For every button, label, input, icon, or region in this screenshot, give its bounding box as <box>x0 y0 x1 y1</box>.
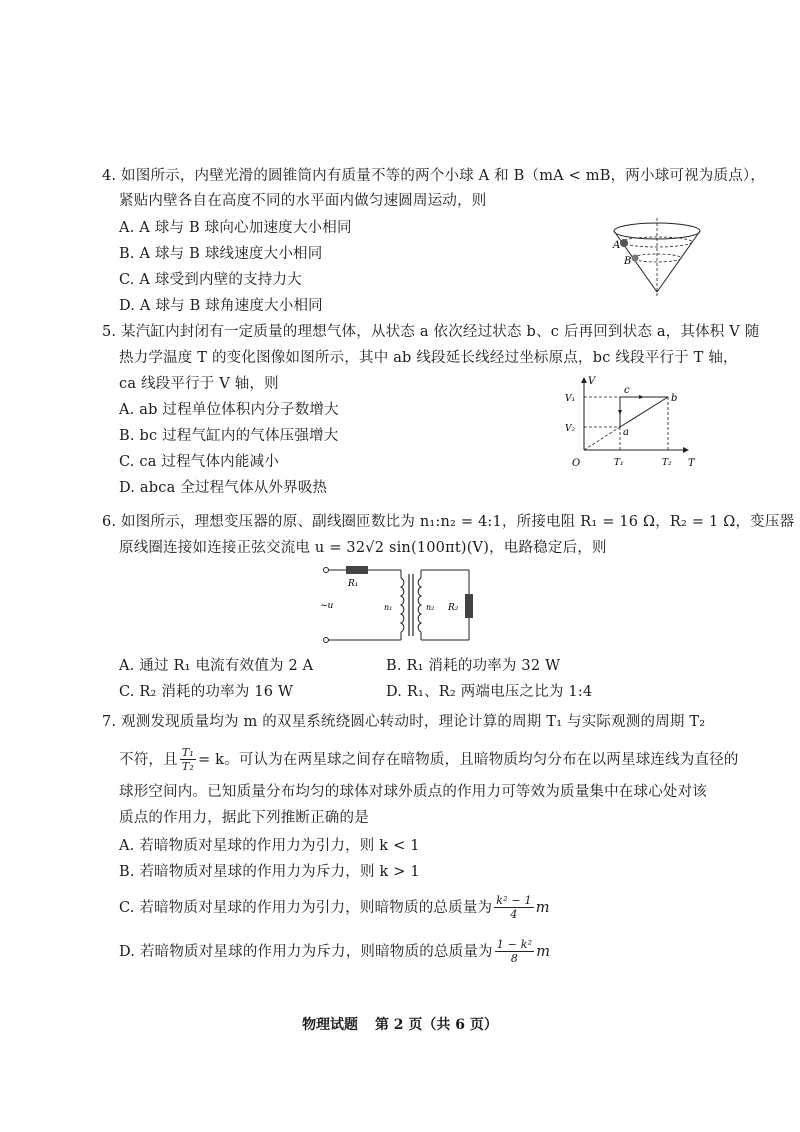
q7-option-a: A. 若暗物质对星球的作用力为引力，则 k < 1 <box>119 838 420 854</box>
page-footer <box>0 1014 800 1034</box>
v-axis-label: V <box>588 376 596 387</box>
label-b: B <box>624 256 632 267</box>
resistor-r2 <box>465 594 473 618</box>
t1-label: T₁ <box>614 458 624 468</box>
q6-stem-line2: 原线圈连接如连接正弦交流电 u = 32√2 sin(100πt)(V)，电路稳定后，则 <box>119 540 607 556</box>
q7-option-c-den: 4 <box>510 908 518 921</box>
q7-stem2-suffix: = k。可认为在两星球之间存在暗物质，且暗物质均匀分布在以两星球连线为直径的 <box>197 751 739 768</box>
q7-option-d-unit: m <box>536 943 551 960</box>
q7-stem-line4: 质点的作用力，据此下列推断正确的是 <box>119 810 369 826</box>
q7-option-b: B. 若暗物质对星球的作用力为斥力，则 k > 1 <box>119 864 420 880</box>
segment-ab <box>620 397 668 427</box>
q5-option-c: C. ca 过程气体内能减小 <box>119 454 279 470</box>
arrow-ca <box>618 410 622 415</box>
q6-option-a: A. 通过 R₁ 电流有效值为 2 A <box>119 658 314 674</box>
q5-option-d: D. abca 全过程气体从外界吸热 <box>119 480 328 496</box>
t2-label: T₂ <box>662 458 672 468</box>
q7-option-c-text: C. 若暗物质对星球的作用力为引力，则暗物质的总质量为 <box>119 899 493 916</box>
q7-stem-line3: 球形空间内。已知质量分布均匀的球体对球外质点的作用力可等效为质量集中在球心处对该 <box>119 784 707 800</box>
q7-option-d-num: 1 − k² <box>496 938 533 951</box>
point-c-label: c <box>624 385 630 396</box>
q7-stem-line1: 7. 观测发现质量均为 m 的双星系统绕圆心转动时，理论计算的周期 T₁ 与实际观测的周期 T₂ <box>102 714 706 730</box>
q7-option-d-fraction <box>495 938 534 965</box>
q7-option-c <box>119 894 550 921</box>
q4-option-c: C. A 球受到内壁的支持力大 <box>119 272 302 288</box>
point-a-label: a <box>623 427 629 438</box>
source-label: ~u <box>320 601 334 611</box>
q6-stem-line1: 6. 如图所示，理想变压器的原、副线圈匝数比为 n₁:n₂ = 4:1，所接电阻 R₁ = 16 Ω，R₂ = 1 Ω，变压器 <box>102 514 795 530</box>
r1-label: R₁ <box>348 579 359 589</box>
q6-option-d: D. R₁、R₂ 两端电压之比为 1:4 <box>386 684 593 700</box>
secondary-coil <box>418 578 421 632</box>
primary-coil <box>401 578 404 632</box>
footer-page-number: 第 2 页（共 6 页） <box>374 1017 498 1033</box>
terminal-top <box>324 568 329 573</box>
q7-option-d-text: D. 若暗物质对星球的作用力为斥力，则暗物质的总质量为 <box>119 943 493 960</box>
cone-side-right <box>657 231 700 292</box>
q4-stem-line2: 紧贴内壁各自在高度不同的水平面内做匀速圆周运动，则 <box>119 193 487 209</box>
q5-stem-line3: ca 线段平行于 V 轴，则 <box>119 376 279 392</box>
q7-ratio-fraction <box>180 746 196 773</box>
ab-extension <box>584 427 620 450</box>
q7-ratio-den: T₂ <box>181 760 194 773</box>
n1-label: n₁ <box>384 603 393 612</box>
ball-a <box>620 239 628 247</box>
q7-option-d-den: 8 <box>510 952 519 965</box>
q7-option-c-unit: m <box>535 899 550 916</box>
q4-option-a: A. A 球与 B 球向心加速度大小相同 <box>119 220 352 236</box>
q6-option-c: C. R₂ 消耗的功率为 16 W <box>119 684 294 700</box>
ball-b <box>632 255 639 262</box>
q6-circuit-figure <box>316 564 476 646</box>
terminal-bottom <box>324 638 329 643</box>
point-b-label: b <box>671 393 678 404</box>
q4-option-b: B. A 球与 B 球线速度大小相同 <box>119 246 323 262</box>
q5-vt-graph <box>560 375 700 470</box>
n2-label: n₂ <box>426 603 435 612</box>
q7-stem2-prefix: 不符，且 <box>119 751 178 768</box>
q5-option-a: A. ab 过程单位体积内分子数增大 <box>119 402 339 418</box>
q7-ratio-num: T₁ <box>181 746 194 759</box>
q7-option-c-num: k² − 1 <box>496 894 532 907</box>
q7-option-c-fraction <box>494 894 533 921</box>
r2-label: R₂ <box>448 603 459 613</box>
q4-cone-figure <box>612 218 722 296</box>
q4-option-d: D. A 球与 B 球角速度大小相同 <box>119 298 323 314</box>
arrow-bc <box>639 395 644 399</box>
t-axis-label: T <box>688 458 695 469</box>
footer-subject: 物理试题 <box>302 1017 359 1033</box>
q7-option-d <box>119 938 550 965</box>
q5-stem-line1: 5. 某汽缸内封闭有一定质量的理想气体，从状态 a 依次经过状态 b、c 后再回到状态 a，其体积 V 随 <box>102 324 760 340</box>
q6-option-b: B. R₁ 消耗的功率为 32 W <box>386 658 561 674</box>
v1-label: V₁ <box>565 394 576 404</box>
v2-label: V₂ <box>565 424 576 434</box>
q5-stem-line2: 热力学温度 T 的变化图像如图所示，其中 ab 线段延长线经过坐标原点，bc 线段平行于 T 轴， <box>119 350 738 366</box>
resistor-r1 <box>346 566 368 574</box>
label-a: A <box>613 240 621 251</box>
q7-stem-line2 <box>119 746 739 773</box>
q4-stem-line1: 4. 如图所示，内壁光滑的圆锥筒内有质量不等的两个小球 A 和 B（mA < mB，两小球可视为质点）， <box>102 168 766 184</box>
q5-option-b: B. bc 过程气缸内的气体压强增大 <box>119 428 339 444</box>
origin-label: O <box>572 458 581 469</box>
